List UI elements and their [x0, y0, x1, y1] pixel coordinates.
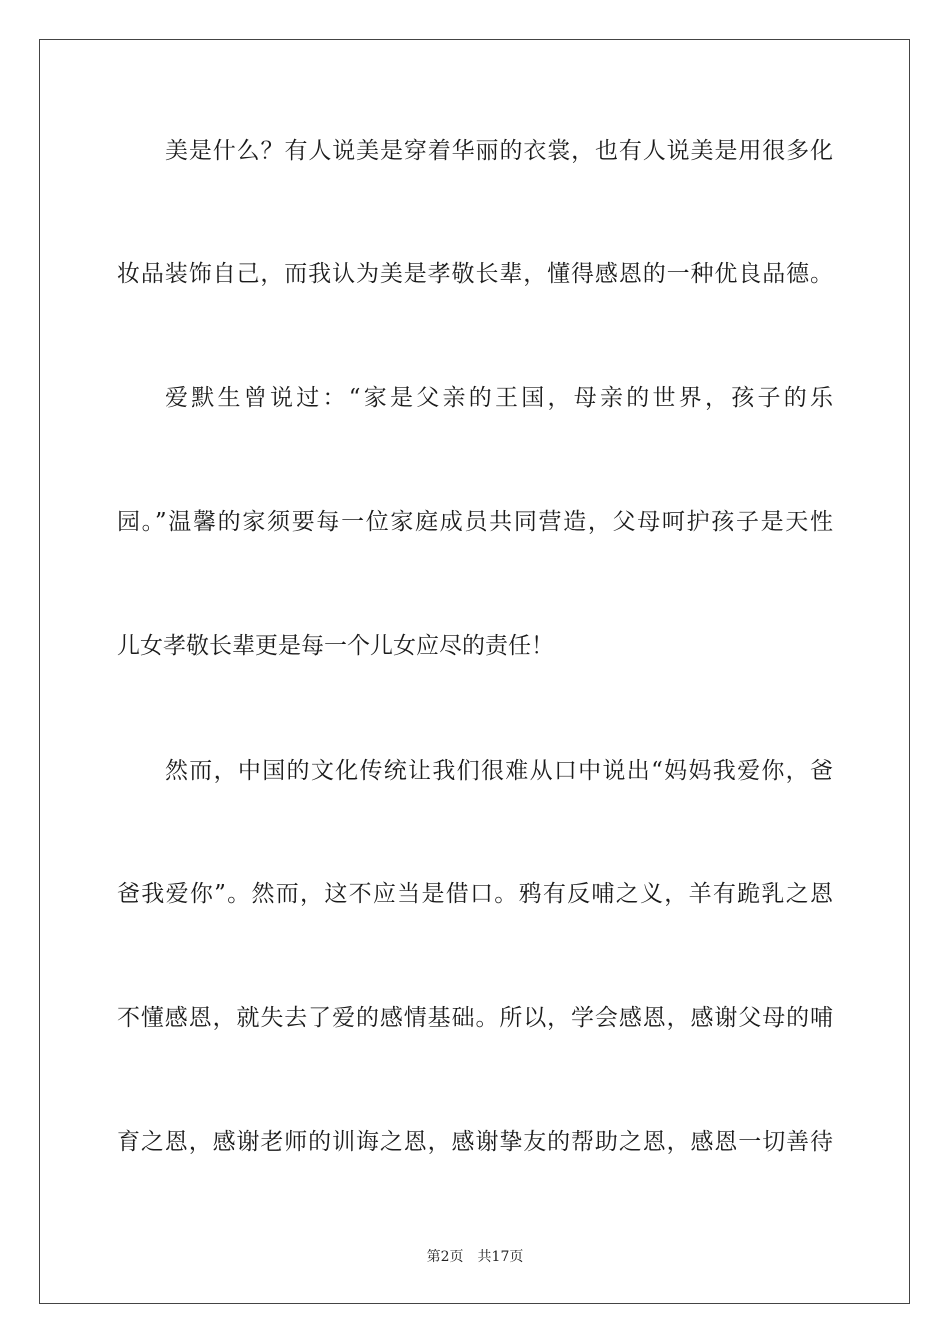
- page-number: 第2页: [426, 1249, 464, 1265]
- paragraph-2-line-2: 园。”温馨的家须要每一位家庭成员共同营造，父母呵护孩子是天性: [117, 509, 833, 535]
- page-border: [39, 39, 910, 1304]
- paragraph-2-line-1: 爱默生曾说过：“家是父亲的王国，母亲的世界，孩子的乐: [165, 385, 833, 411]
- paragraph-3-line-1: 然而，中国的文化传统让我们很难从口中说出“妈妈我爱你，爸: [165, 758, 833, 784]
- paragraph-1-line-1: 美是什么？有人说美是穿着华丽的衣裳，也有人说美是用很多化: [165, 138, 833, 164]
- paragraph-2-line-3: 儿女孝敬长辈更是每一个儿女应尽的责任！: [117, 633, 554, 659]
- paragraph-3-line-3: 不懂感恩，就失去了爱的感情基础。所以，学会感恩，感谢父母的哺: [117, 1005, 833, 1031]
- paragraph-1-line-2: 妆品装饰自己，而我认为美是孝敬长辈，懂得感恩的一种优良品德。: [117, 261, 833, 287]
- paragraph-3-line-4: 育之恩，感谢老师的训诲之恩，感谢挚友的帮助之恩，感恩一切善待: [117, 1129, 833, 1155]
- page-footer: [0, 1248, 950, 1266]
- total-pages: 共17页: [477, 1249, 524, 1265]
- paragraph-3-line-2: 爸我爱你”。然而，这不应当是借口。鸦有反哺之义，羊有跪乳之恩: [117, 881, 833, 907]
